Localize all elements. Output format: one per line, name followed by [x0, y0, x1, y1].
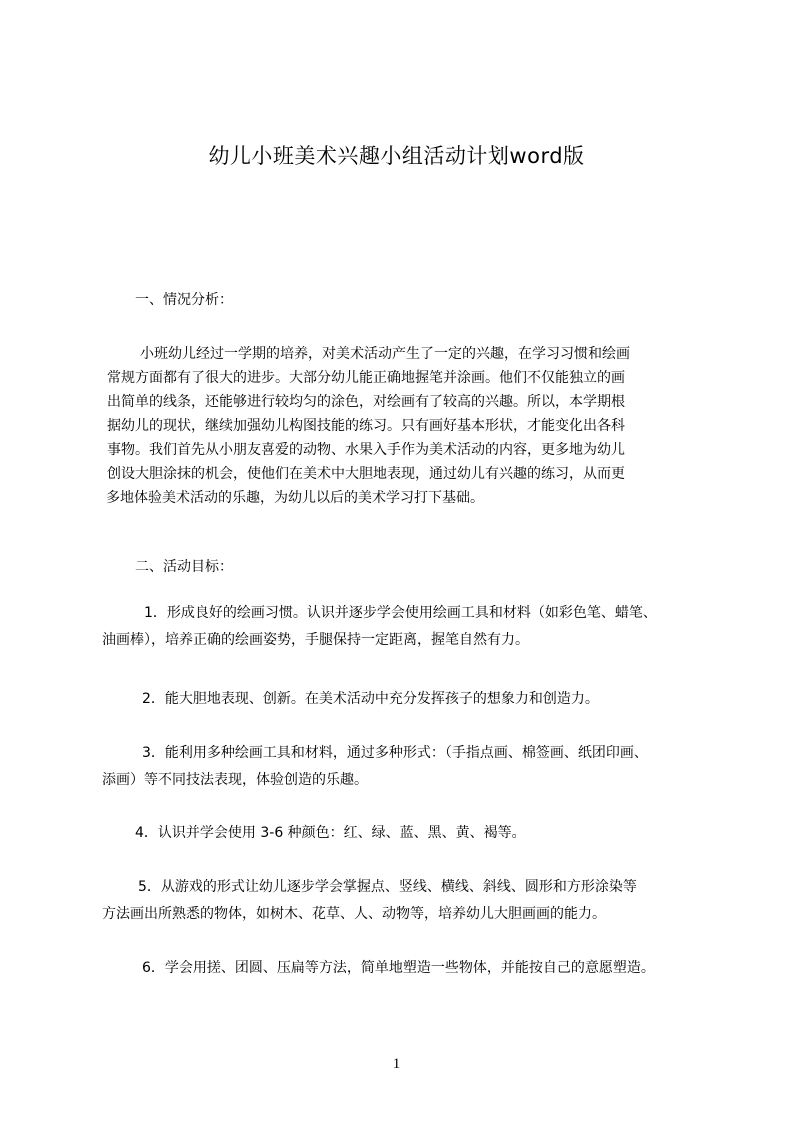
paragraph-line: 事物。我们首先从小朋友喜爱的动物、水果入手作为美术活动的内容，更多地为幼儿 — [107, 442, 625, 458]
goal-item-5 — [102, 874, 722, 928]
section-heading-activity-goals: 二、活动目标： — [135, 559, 233, 575]
paragraph-line: 创设大胆涂抹的机会，使他们在美术中大胆地表现，通过幼儿有兴趣的练习，从而更 — [107, 466, 625, 482]
goal-line: 4．认识并学会使用 3-6 种颜色：红、绿、蓝、黑、黄、褐等。 — [135, 825, 526, 841]
goal-line: 3．能利用多种绘画工具和材料，通过多种形式：（手指点画、棉签画、纸团印画、 — [142, 745, 648, 761]
goal-item-3 — [102, 740, 722, 794]
goal-line: 5．从游戏的形式让幼儿逐步学会掌握点、竖线、横线、斜线、圆形和方形涂染等 — [138, 879, 637, 895]
page-number: 1 — [392, 1056, 401, 1072]
section-heading-situation-analysis: 一、情况分析： — [135, 292, 233, 308]
goal-line: 方法画出所熟悉的物体，如树木、花草、人、动物等，培养幼儿大胆画画的能力。 — [102, 906, 606, 922]
goal-line: 2．能大胆地表现、创新。在美术活动中充分发挥孩子的想象力和创造力。 — [142, 691, 599, 707]
goal-line: 6．学会用搓、团圆、压扁等方法，简单地塑造一些物体，并能按自己的意愿塑造。 — [142, 960, 655, 976]
goal-line: 1．形成良好的绘画习惯。认识并逐步学会使用绘画工具和材料（如彩色笔、蜡笔、 — [144, 605, 657, 621]
goal-line: 油画棒），培养正确的绘画姿势，手腿保持一定距离，握笔自然有力。 — [102, 632, 529, 648]
paragraph-line: 常规方面都有了很大的进步。大部分幼儿能正确地握笔并涂画。他们不仅能独立的画 — [107, 370, 625, 386]
goal-item-1 — [102, 600, 722, 654]
goal-item-4 — [102, 820, 722, 847]
situation-analysis-paragraph — [102, 342, 722, 510]
goal-line: 添画）等不同技法表现，体验创造的乐趣。 — [102, 772, 368, 788]
paragraph-line: 出简单的线条，还能够进行较均匀的涂色，对绘画有了较高的兴趣。所以，本学期根 — [107, 394, 625, 410]
goal-item-6 — [102, 955, 722, 982]
document-title: 幼儿小班美术兴趣小组活动计划word版 — [208, 144, 585, 168]
paragraph-line: 多地体验美术活动的乐趣，为幼儿以后的美术学习打下基础。 — [106, 490, 484, 506]
paragraph-line: 据幼儿的现状，继续加强幼儿构图技能的练习。只有画好基本形状，才能变化出各科 — [107, 418, 625, 434]
paragraph-line: 小班幼儿经过一学期的培养，对美术活动产生了一定的兴趣，在学习习惯和绘画 — [140, 346, 630, 362]
goal-item-2 — [102, 686, 722, 713]
